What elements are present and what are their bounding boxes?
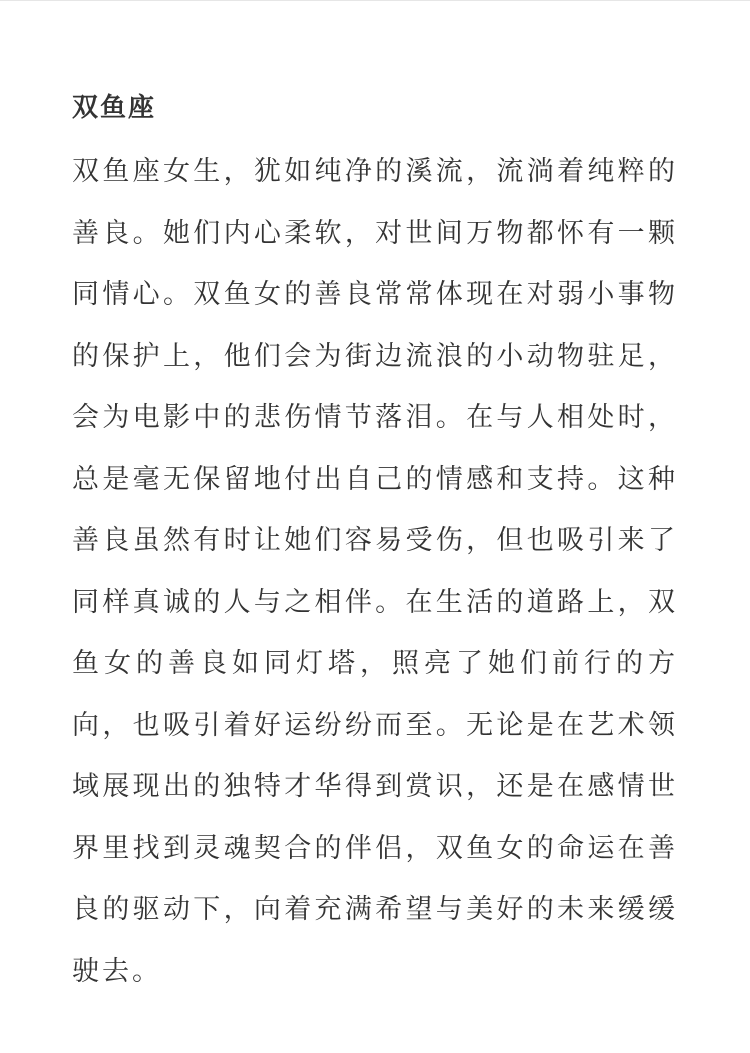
article-body: 双鱼座女生，犹如纯净的溪流，流淌着纯粹的善良。她们内心柔软，对世间万物都怀有一颗同情心。双鱼女的善良常常体现在对弱小事物的保护上，他们会为街边流浪的小动物驻足，会为电影中的悲伤情节落泪。在与人相处时，总是毫无保留地付出自己的情感和支持。这种善良虽然有时让她们容易受伤，但也吸引来了同样真诚的人与之相伴。在生活的道路上，双鱼女的善良如同灯塔，照亮了她们前行的方向，也吸引着好运纷纷而至。无论是在艺术领域展现出的独特才华得到赏识，还是在感情世界里找到灵魂契合的伴侣，双鱼女的命运在善良的驱动下，向着充满希望与美好的未来缓缓驶去。 (72, 156, 678, 987)
article (72, 88, 678, 1002)
article-title: 双鱼座 (72, 93, 157, 123)
top-divider (0, 0, 750, 1)
